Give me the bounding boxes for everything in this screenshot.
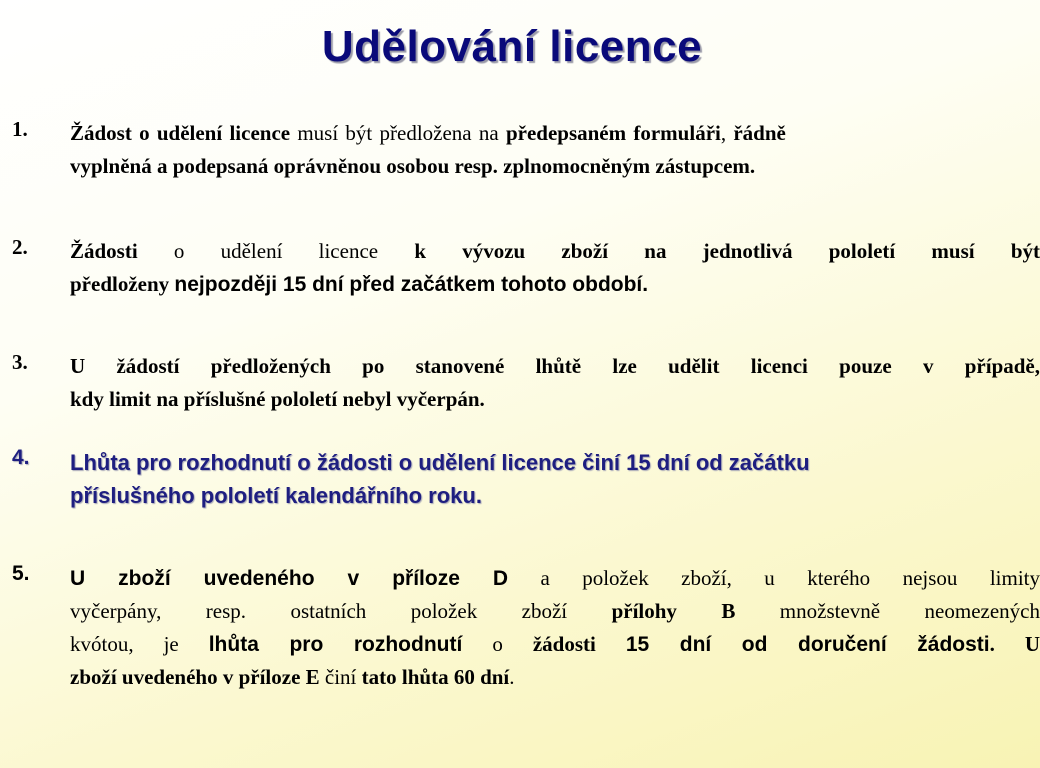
item-line: Lhůta pro rozhodnutí o žádosti o udělení licence činí 15 dní od začátku (70, 450, 810, 475)
item-text (70, 350, 1040, 416)
item-line: U zboží uvedeného v příloze D a položek zboží, u kterého nejsou limity (70, 566, 1040, 590)
item-number: 2. (12, 235, 28, 259)
item-line: Žádosti o udělení licence k vývozu zboží na jednotlivá pololetí musí být (70, 239, 1040, 263)
item-line: příslušného pololetí kalendářního roku. (70, 483, 482, 508)
item-text (70, 117, 1024, 183)
item-number: 5. (12, 562, 30, 585)
item-line: U žádostí předložených po stanovené lhůtě lze udělit licenci pouze v případě, (70, 354, 1040, 378)
slide-title: Udělování licence (321, 22, 703, 71)
item-text (70, 235, 1040, 301)
item-line: Žádost o udělení licence musí být předložena na předepsaném formuláři, řádně (70, 121, 786, 145)
item-line: kdy limit na příslušné pololetí nebyl vyčerpán. (70, 387, 485, 411)
item-line: kvótou, je lhůta pro rozhodnutí o žádosti 15 dní od doručení žádosti. U (70, 632, 1040, 656)
item-number: 1. (12, 117, 28, 141)
item-line: vyčerpány, resp. ostatních položek zboží přílohy B množstevně neomezených (70, 599, 1040, 623)
item-number: 3. (12, 350, 28, 374)
item-line: zboží uvedeného v příloze E činí tato lhůta 60 dní. (70, 665, 515, 689)
item-line: předloženy nejpozději 15 dní před začátkem tohoto období. (70, 272, 649, 296)
item-line: vyplněná a podepsaná oprávněnou osobou resp. zplnomocněným zástupcem. (70, 154, 756, 178)
item-text (70, 446, 1024, 512)
item-text (70, 562, 1040, 694)
item-number: 4. (12, 446, 30, 469)
